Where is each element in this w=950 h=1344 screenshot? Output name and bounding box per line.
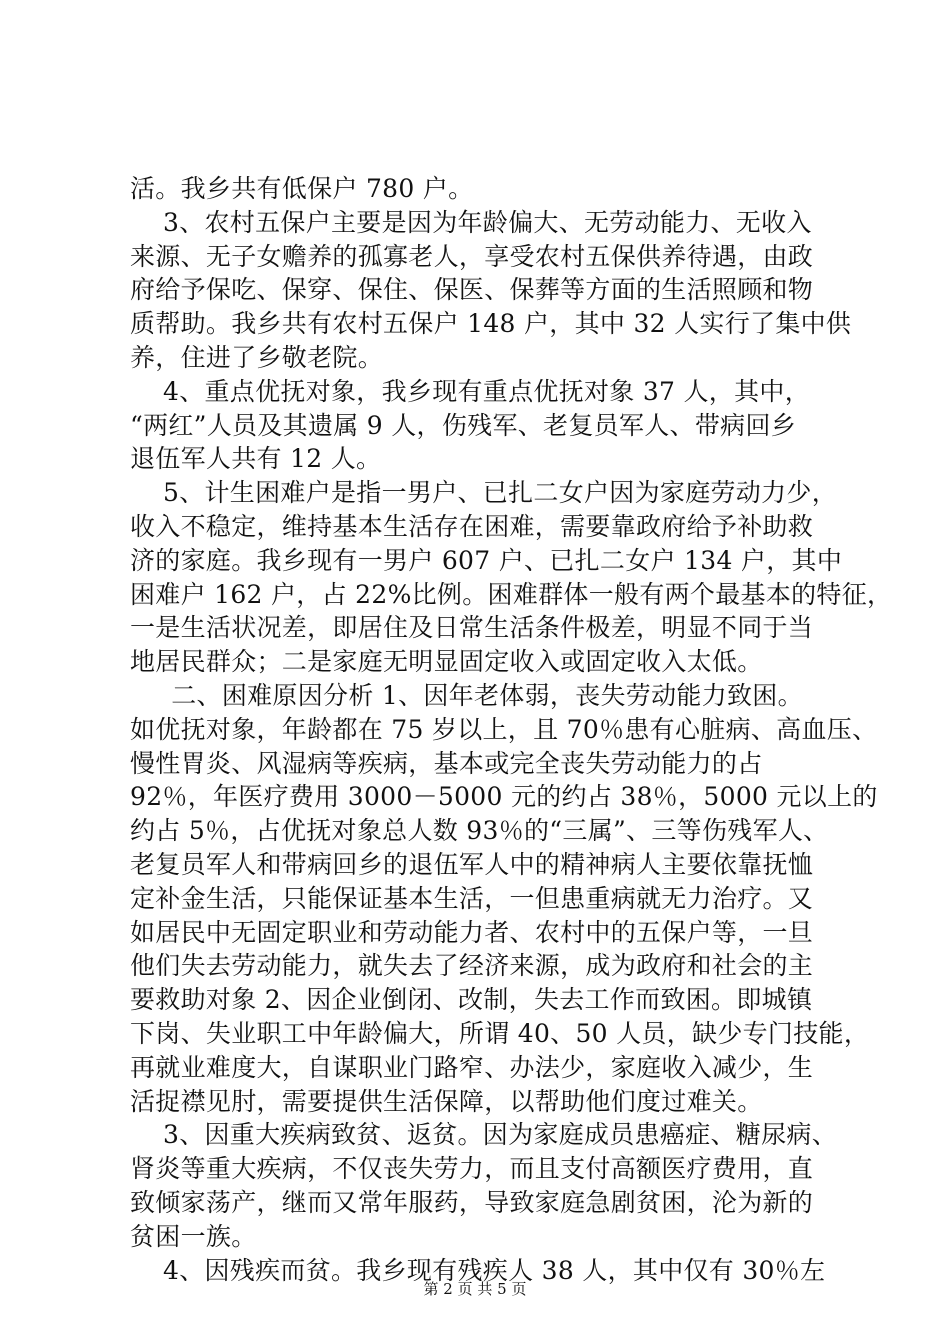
text-line: 退伍军人共有 12 人。 (130, 444, 382, 474)
text-line: 府给予保吃、保穿、保住、保医、保葬等方面的生活照顾和物 (130, 275, 814, 305)
text-line: 他们失去劳动能力，就失去了经济来源，成为政府和社会的主 (130, 951, 814, 981)
text-line: 困难户 162 户，占 22%比例。困难群体一般有两个最基本的特征， (130, 579, 893, 609)
text-line: 老复员军人和带病回乡的退伍军人中的精神病人主要依靠抚恤 (130, 849, 814, 879)
text-line: 下岗、失业职工中年龄偏大，所谓 40、50 人员，缺少专门技能， (130, 1018, 870, 1048)
page-footer: 第 2 页 共 5 页 (423, 1280, 527, 1298)
text-line: 地居民群众；二是家庭无明显固定收入或固定收入太低。 (130, 647, 763, 677)
text-line: “两红”人员及其遗属 9 人，伤残军、老复员军人、带病回乡 (130, 410, 797, 440)
text-line: 质帮助。我乡共有农村五保户 148 户，其中 32 人实行了集中供 (130, 309, 852, 339)
text-line: 慢性胃炎、风湿病等疾病，基本或完全丧失劳动能力的占 (130, 748, 763, 778)
text-line: 贫困一族。 (130, 1221, 257, 1251)
text-line: 济的家庭。我乡现有一男户 607 户、已扎二女户 134 户，其中 (130, 545, 843, 575)
text-line: 3、因重大疾病致贫、返贫。因为家庭成员患癌症、糖尿病、 (130, 1120, 837, 1150)
text-line: 定补金生活，只能保证基本生活，一但患重病就无力治疗。又 (130, 883, 814, 913)
text-line: 3、农村五保户主要是因为年龄偏大、无劳动能力、无收入 (130, 207, 812, 237)
text-line: 二、困难原因分析 1、因年老体弱，丧失劳动能力致困。 (130, 680, 803, 710)
text-line: 活捉襟见肘，需要提供生活保障，以帮助他们度过难关。 (130, 1086, 763, 1116)
text-line: 4、重点优抚对象，我乡现有重点优抚对象 37 人，其中， (130, 376, 810, 406)
text-line: 肾炎等重大疾病，不仅丧失劳力，而且支付高额医疗费用，直 (130, 1154, 814, 1184)
text-line: 致倾家荡产，继而又常年服药，导致家庭急剧贫困，沦为新的 (130, 1187, 814, 1217)
text-line: 5、计生困难户是指一男户、已扎二女户因为家庭劳动力少， (130, 478, 837, 508)
text-line: 如居民中无固定职业和劳动能力者、农村中的五保户等，一旦 (130, 917, 814, 947)
text-line: 再就业难度大，自谋职业门路窄、办法少，家庭收入减少，生 (130, 1052, 814, 1082)
text-line: 约占 5％，占优抚对象总人数 93％的“三属”、三等伤残军人、 (130, 816, 829, 846)
text-line: 收入不稳定，维持基本生活存在困难，需要靠政府给予补助救 (130, 511, 814, 541)
text-line: 一是生活状况差，即居住及日常生活条件极差，明显不同于当 (130, 613, 814, 643)
text-line: 要救助对象 2、因企业倒闭、改制，失去工作而致困。即城镇 (130, 985, 813, 1015)
document-body (130, 172, 893, 1287)
text-line: 活。我乡共有低保户 780 户。 (130, 174, 474, 203)
text-line: 4、因残疾而贫。我乡现有残疾人 38 人，其中仅有 30％左 (130, 1255, 826, 1285)
text-line: 养，住进了乡敬老院。 (130, 342, 384, 372)
text-line: 92％，年医疗费用 3000－5000 元的约占 38％，5000 元以上的 (130, 782, 878, 812)
text-line: 如优抚对象，年龄都在 75 岁以上，且 70％患有心脏病、高血压、 (130, 714, 878, 744)
text-line: 来源、无子女赡养的孤寡老人，享受农村五保供养待遇，由政 (130, 241, 814, 271)
